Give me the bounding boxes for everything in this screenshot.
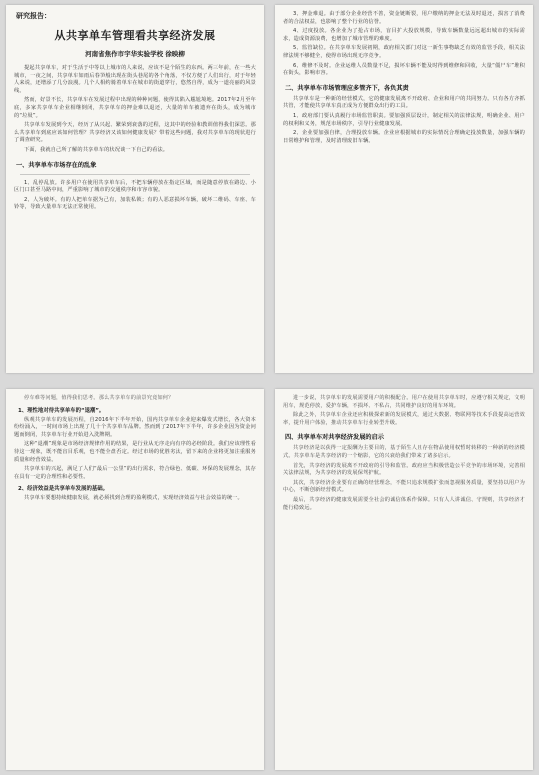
paragraph: 然而，好景不长，共享单车在发展过程中出现的种种问题，使得其陷入尴尬境地。2017年2月至年底，多家共享单车企业相继倒闭，共享单车的押金难以退还，大量的单车被遗弃在街头，成为城市的“垃圾”。 [14,97,256,119]
paragraph: 3、押金难退。由于部分企业经营不善，资金链断裂，用户缴纳的押金无法及时退还，损害了消费者的合法权益，也影响了整个行业的信誉。 [283,11,525,25]
paragraph: 首先，共享经济的发展离不开政府的引导和监管。政府应当积极营造公平竞争的市场环境，完善相关法律法规，为共享经济的发展保驾护航。 [283,462,525,477]
section-heading: 二、共享单车市场管理应多管齐下，各负其责 [285,84,409,92]
section-heading: 四、共享单车对共享经济发展的启示 [285,434,384,442]
section-heading: 一、共享单车市场存在的乱象 [16,161,97,169]
paragraph: 除此之外，共享单车企业还应积极探索新的发展模式，通过大数据、物联网等技术手段提高运营效率，提升用户体验，推动共享单车行业转型升级。 [283,412,525,426]
document-page-3 [6,389,264,770]
document-page-1 [6,5,264,373]
paragraph: 共享单车要想持续健康发展，就必须找到合理的盈利模式，实现经济效益与社会效益的统一。 [24,495,243,502]
paragraph: 1、政府部门要认真履行市场监管职责。要加强顶层设计，制定相关的法律法规，明确企业、用户的权利和义务，规范市场秩序，引导行业健康发展。 [283,112,525,127]
paragraph: 纵观共享单车的发展历程，自2016年下半年开始，国内共享单车企业迎来爆发式增长，各大资本纷纷涌入，一时间市场上出现了几十个共享单车品牌。然而到了2017年下半年，许多企业因为资金问题而倒闭，共享单车行业开始进入洗牌期。 [14,416,256,438]
document-page-4 [275,389,533,770]
paragraph: 最后，共享经济的健康发展需要全社会的诚信体系作保障。只有人人讲诚信、守规则，共享经济才能行稳致远。 [283,496,525,511]
paragraph: 下面，我就自己所了解的共享单车的状况谈一下自己的看法。 [24,146,169,153]
page-title: 从共享单车管理看共享经济发展 [54,29,216,42]
document-page-2 [275,5,533,373]
author-line: 河南省焦作市宇华实验学校 徐映柳 [85,50,185,58]
divider [20,174,250,175]
paragraph: 共享经济是以获得一定报酬为主要目的，基于陌生人且存在物品使用权暂时转移的一种新的经济模式。共享单车是共享经济的一个缩影，它的兴衰给我们带来了诸多启示。 [283,445,525,459]
paragraph: 停车难等问题，值得我们思考。那么共享单车的前景究竟如何？ [24,395,174,401]
paragraph: 其次，共享经济企业要有正确的经营理念，不能只追求规模扩张而忽视服务质量，要坚持以用户为中心，不断创新经营模式。 [283,479,525,494]
paragraph: 这种“退潮”现象是市场经济规律作用的结果，是行业从无序走向有序的必经阶段。我们应该理性看待这一现象，既不能盲目乐观，也不能全盘否定。经过市场的优胜劣汰，留下来的企业将更加注重服务质量和经营效益。 [14,441,256,463]
paragraph: 1、乱停乱放。许多用户在使用共享单车后，不把车辆停放在指定区域，而是随意停放在路边、小区门口甚至马路中间，严重影响了城市的交通秩序和市容市貌。 [14,179,256,194]
paragraph: 提起共享单车，对于生活于中等以上城市的人来说，应该不是个陌生的东西。两三年前，在一些大城市，一夜之间，共享单车如雨后春笋般出现在街头巷尾的各个角落，不仅方便了人们出行，对于年轻人来说，还增添了几分浪漫。几个人相约骑着单车在城市的街道穿行，悠然自得，成为一道亮丽的风景线。 [14,65,256,94]
report-label: 研究报告： [16,12,51,20]
subheading: 1、理性地对待共享单车的“退潮”。 [18,407,105,414]
paragraph: 4、过度投放。各企业为了抢占市场，盲目扩大投放规模，导致车辆数量远远超出城市的实际需求，造成资源浪费，也增加了城市管理的难度。 [283,28,525,42]
subheading: 2、经济效益是共享单车发展的基础。 [18,486,109,493]
paragraph: 共享单车的兴起，满足了人们“最后一公里”的出行需求，符合绿色、低碳、环保的发展理念，其存在具有一定的合理性和必要性。 [14,466,256,480]
paragraph: 6、维修不及时。企业运维人员数量不足，损坏车辆不能及时得到维修和回收，大量“僵尸车”堆积在街头，影响市容。 [283,62,525,77]
paragraph: 5、监管缺位。在共享单车发展初期，政府相关部门对这一新生事物缺乏有效的监管手段，相关法律法规不够健全，使得市场出现无序竞争。 [283,45,525,59]
paragraph: 共享单车是一种新的经营模式，它的健康发展离不开政府、企业和用户的共同努力。只有各方齐抓共管，才能使共享单车真正成为方便群众出行的工具。 [283,95,525,110]
paragraph: 2、企业要加强自律，合理投放车辆。企业应根据城市的实际情况合理确定投放数量，加强车辆的日常维护和管理，及时清理废旧车辆。 [283,130,525,144]
paragraph: 共享单车发展到今天，经历了从兴起、繁荣到衰落的过程，这其中的经验和教训值得我们深思。那么共享单车到底应该如何管理？共享经济又该如何健康发展？带着这些问题，我对共享单车的现状进行了调查研究。 [14,122,256,144]
paragraph: 进一步说，共享单车的发展需要用户的积极配合。用户在使用共享单车时，应遵守相关规定，文明用车，规范停放，爱护车辆，不损坏、不私占，共同维护良好的用车环境。 [283,395,525,409]
paragraph: 2、人为破坏。有的人把单车据为己有，加装私锁；有的人恶意损坏车辆，破坏二维码、车座、车铃等，导致大量单车无法正常使用。 [14,196,256,211]
